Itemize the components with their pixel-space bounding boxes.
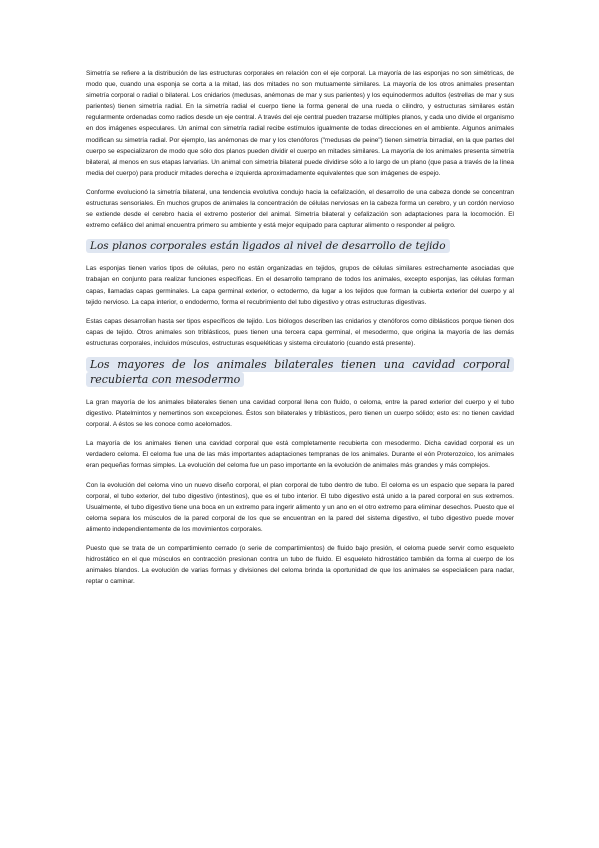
section-heading-body-plans: Los planos corporales están ligados al nivel de desarrollo de tejido [86, 239, 514, 253]
paragraph-symmetry: Simetría se refiere a la distribución de las estructuras corporales en relación con el eje corporal. La mayoría de las esponjas no son simétricas, de modo que, cuando una esponja se corta a la mitad, las dos mitades no son mutuamente similares. La mayoría de los otros animales presentan simetría corporal o radial o bilateral. Los cnidarios (medusas, anémonas de mar y sus parientes) y los equinodermos adultos (estrellas de mar y sus parientes) tienen simetría radial. En la simetría radial el cuerpo tiene la forma general de una rueda o cilindro, y estructuras similares están regularmente ordenadas como radios desde un eje central. A través del eje central pueden trazarse múltiples planos, y cada uno divide el organismo en dos imágenes especulares. Un animal con simetría radial recibe estímulos igualmente de todas direcciones en el ambiente. Algunos animales modifican su simetría radial. Por ejemplo, las anémonas de mar y los ctenóforos ("medusas de peine") tienen simetría birradial, en la que partes del cuerpo se especializaron de modo que sólo dos planos pueden dividir el cuerpo en mitades similares. La mayoría de los animales presenta simetría bilateral, al menos en sus etapas larvarias. Un animal con simetría bilateral puede dividirse sólo a lo largo de un plano (que pasa a través de la línea media del cuerpo) para producir mitades derecha e izquierda aproximadamente equivalentes que son imágenes de espejo. [86, 70, 514, 177]
paragraph-cephalization: Conforme evolucionó la simetría bilateral, una tendencia evolutiva condujo hacia la cefalización, el desarrollo de una cabeza donde se concentran estructuras sensoriales. En muchos grupos de animales la concentración de células nerviosas en la cabeza forma un cerebro, y un cordón nervioso se extiende desde el cerebro hacia el extremo posterior del animal. Simetría bilateral y cefalización son adaptaciones para la locomoción. El extremo cefálico del animal encuentra primero su ambiente y está mejor equipado para capturar alimento o responder al peligro. [86, 188, 514, 230]
section-heading-coelom: Los mayores de los animales bilaterales tienen una cavidad corporal recubierta con mesodermo [86, 357, 514, 387]
paragraph-tube-within-tube: Con la evolución del celoma vino un nuevo diseño corporal, el plan corporal de tubo dentro de tubo. El celoma es un espacio que separa la pared corporal, el tubo exterior, del tubo digestivo (intestinos), que es el tubo interior. El tubo digestivo está unido a la pared corporal en sus extremos. Usualmente, el tubo digestivo tiene una boca en un extremo para ingerir alimento y un ano en el otro extremo para eliminar desechos. Puesto que el celoma separa los músculos de la pared corporal de los que se encuentran en la pared del sistema digestivo, el tubo digestivo puede mover alimento independientemente de los movimientos corporales. [86, 481, 514, 533]
paragraph-acoelomates: La gran mayoría de los animales bilaterales tienen una cavidad corporal llena con fluido, o celoma, entre la pared exterior del cuerpo y el tubo digestivo. Platelmintos y nemertinos son excepciones. Éstos son bilaterales y triblásticos, pero tienen un cuerpo sólido; esto es: no tienen cavidad corporal. A éstos se les conoce como acelomados. [86, 398, 514, 429]
paragraph-diploblastic-triploblastic: Estas capas desarrollan hasta ser tipos específicos de tejido. Los biólogos describen las cnidarios y ctenóforos como diblásticos porque tienen dos capas de tejido. Otros animales son triblásticos, pues tienen una tercera capa germinal, el mesodermo, que origina la mayoría de las demás estructuras corporales, incluidos músculos, estructuras esqueléticas y sistema circulatorio (cuando está presente). [86, 317, 514, 347]
paragraph-germ-layers: Las esponjas tienen varios tipos de células, pero no están organizadas en tejidos, grupos de células similares estrechamente asociadas que trabajan en conjunto para realizar funciones específicas. En el desarrollo temprano de todos los animales, excepto esponjas, las células forman capas, llamadas capas germinales. La capa germinal exterior, o ectodermo, da lugar a los tejidos que forman la cubierta exterior del cuerpo y al tejido nervioso. La capa interior, o endodermo, forma el recubrimiento del tubo digestivo y otras estructuras digestivas. [86, 265, 514, 306]
paragraph-true-coelom: La mayoría de los animales tienen una cavidad corporal que está completamente recubierta con mesodermo. Dicha cavidad corporal es un verdadero celoma. El celoma fue una de las más importantes adaptaciones tempranas de los animales. Durante el eón Proterozoico, los animales eran pequeñas formas simples. La evolución del celoma fue un paso importante en la evolución de animales más grandes y más complejos. [86, 440, 514, 470]
document-body [86, 68, 514, 595]
paragraph-hydrostatic-skeleton: Puesto que se trata de un compartimiento cerrado (o serie de compartimientos) de fluido bajo presión, el celoma puede servir como esqueleto hidrostático en el que músculos en contracción presionan contra un tubo de fluido. El esqueleto hidrostático también da forma al cuerpo de los animales blandos. La evolución de varias formas y divisiones del celoma brinda la oportunidad de que los animales se especialicen para nadar, reptar o caminar. [86, 545, 514, 586]
